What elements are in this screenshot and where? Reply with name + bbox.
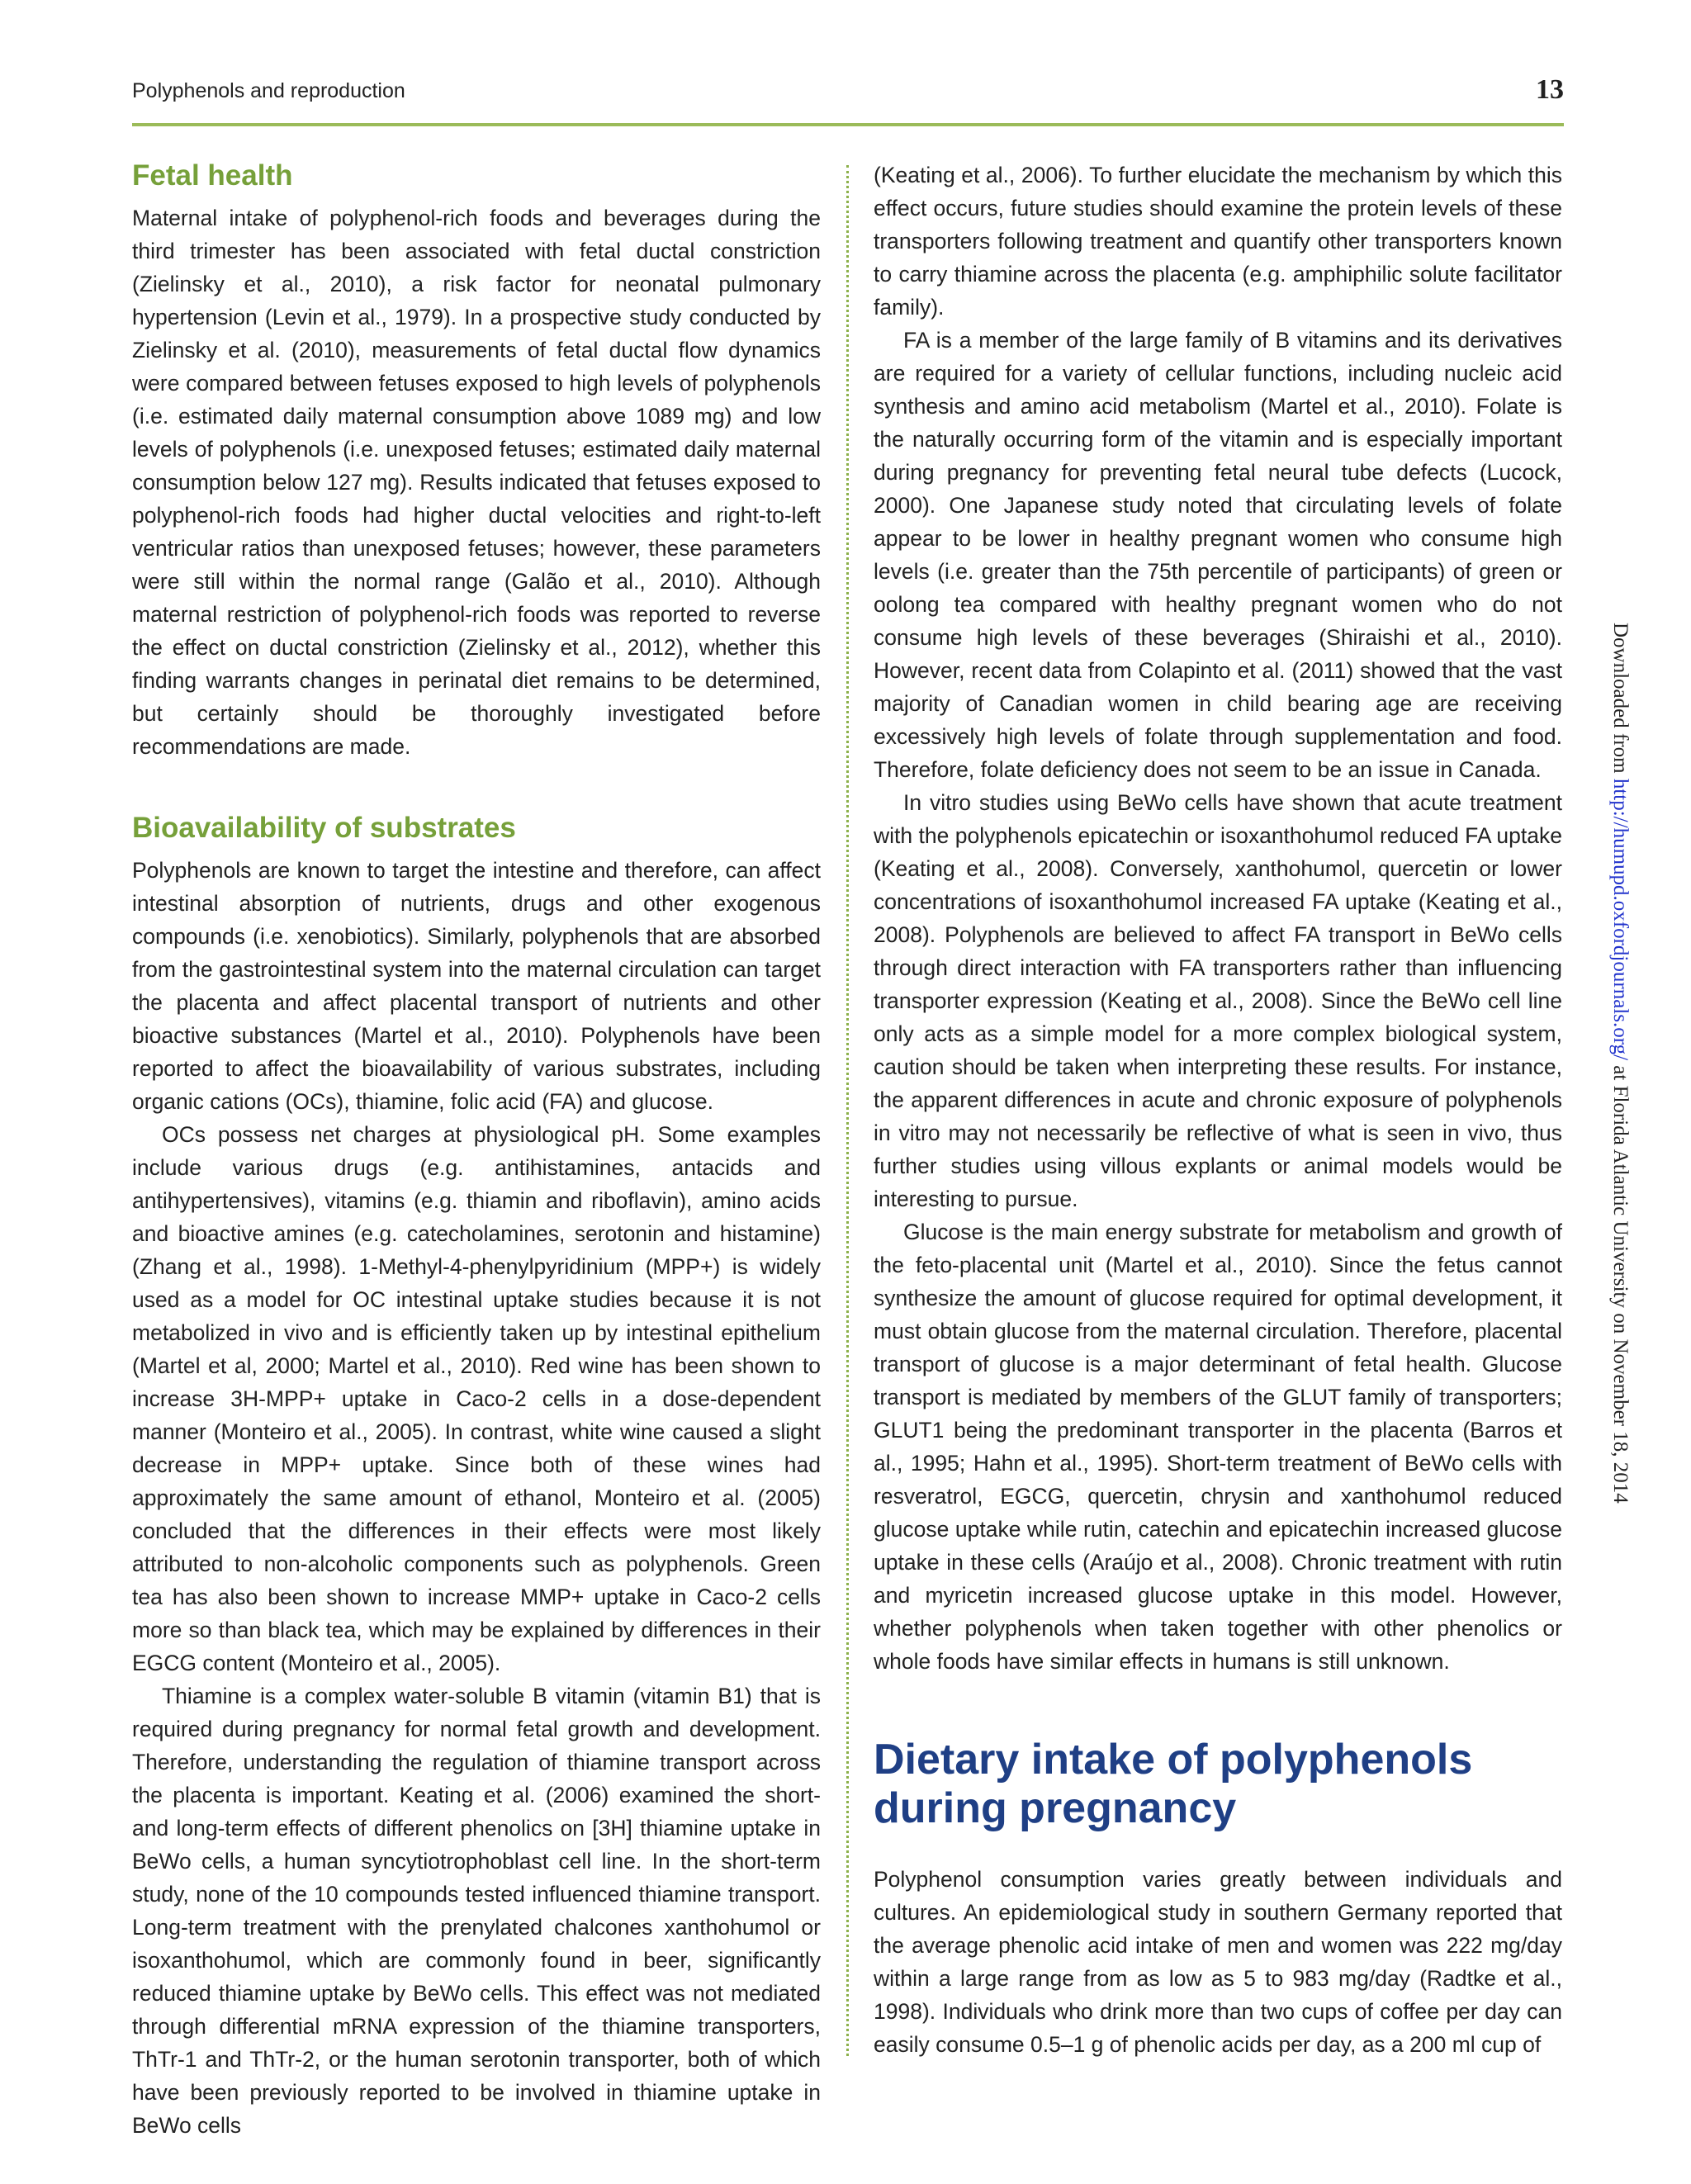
left-column (132, 159, 821, 2142)
section-heading-fetal-health: Fetal health (132, 159, 293, 192)
dietary-intake-paragraph: Polyphenol consumption varies greatly between individuals and cultures. An epidemiological study in southern Germany reported that the average phenolic acid intake of men and women was 222 mg/day within a large range from as low as 5 to 983 mg/day (Radtke et al., 1998). Individuals who drink more than two cups of coffee per day can easily consume 0.5–1 g of phenolic acids per day, as a 200 ml cup of (874, 1866, 1562, 2057)
right-column (874, 159, 1562, 2061)
running-title: Polyphenols and reproduction (132, 79, 405, 102)
column-divider (846, 165, 849, 2056)
bioavailability-paragraph-1: Polyphenols are known to target the intestine and therefore, can affect intestinal absorption of nutrients, drugs and other exogenous compounds (i.e. xenobiotics). Similarly, polyphenols that are absorbed from the gastrointestinal system into the maternal circulation can target the placenta and affect placental transport of nutrients and other bioactive substances (Martel et al., 2010). Polyphenols have been reported to affect the bioavailability of various substrates, including organic cations (OCs), thiamine, folic acid (FA) and glucose. (132, 858, 821, 1114)
fetal-health-paragraph: Maternal intake of polyphenol-rich foods and beverages during the third trimester has been associated with fetal ductal constriction (Zielinsky et al., 2010), a risk factor for neonatal pulmonary hypertension (Levin et al., 1979). In a prospective study conducted by Zielinsky et al. (2010), measurements of fetal ductal flow dynamics were compared between fetuses exposed to high levels of polyphenols (i.e. estimated daily maternal consumption above 1089 mg) and low levels of polyphenols (i.e. unexposed fetuses; estimated daily maternal consumption below 127 mg). Results indicated that fetuses exposed to polyphenol-rich foods had higher ductal velocities and right-to-left ventricular ratios than unexposed fetuses; however, these parameters were still within the normal range (Galão et al., 2010). Although maternal restriction of polyphenol-rich foods was reported to reverse the effect on ductal constriction (Zielinsky et al., 2012), whether this finding warrants changes in perinatal diet remains to be determined, but certainly should be thoroughly investigated before recommendations are made. (132, 206, 821, 759)
in-vitro-paragraph: In vitro studies using BeWo cells have shown that acute treatment with the polyphenols epicatechin or isoxanthohumol reduced FA uptake (Keating et al., 2008). Conversely, xanthohumol, quercetin or lower concentrations of isoxanthohumol increased FA uptake (Keating et al., 2008). Polyphenols are believed to affect FA transport in BeWo cells through direct interaction with FA transporters rather than influencing transporter expression (Keating et al., 2008). Since the BeWo cell line only acts as a simple model for a more complex biological system, caution should be taken when interpreting these results. For instance, the apparent differences in acute and chronic exposure of polyphenols in vitro may not necessarily be reflective of what is seen in vivo, thus further studies using villous explants or animal models would be interesting to pursue. (874, 790, 1562, 1211)
bioavailability-paragraph-2: OCs possess net charges at physiological pH. Some examples include various drugs (e.g. antihistamines, antacids and antihypertensives), vitamins (e.g. thiamin and riboflavin), amino acids and bioactive amines (e.g. catecholamines, serotonin and histamine) (Zhang et al., 1998). 1-Methyl-4-phenylpyridinium (MPP+) is widely used as a model for OC intestinal uptake studies because it is not metabolized in vivo and is efficiently taken up by intestinal epithelium (Martel et al, 2000; Martel et al., 2010). Red wine has been shown to increase 3H-MPP+ uptake in Caco-2 cells in a dose-dependent manner (Monteiro et al., 2005). In contrast, white wine caused a slight decrease in MPP+ uptake. Since both of these wines had approximately the same amount of ethanol, Monteiro et al. (2005) concluded that the differences in their effects were most likely attributed to non-alcoholic components such as polyphenols. Green tea has also been shown to increase MMP+ uptake in Caco-2 cells more so than black tea, which may be explained by differences in their EGCG content (Monteiro et al., 2005). (132, 1122, 821, 1675)
section-heading-bioavailability: Bioavailability of substrates (132, 812, 516, 844)
download-suffix: at Florida Atlantic University on November 18, 2014 (1609, 1060, 1632, 1504)
journal-link[interactable]: http://humupd.oxfordjournals.org/ (1609, 778, 1632, 1061)
download-prefix: Downloaded from (1609, 623, 1632, 779)
glucose-paragraph: Glucose is the main energy substrate for metabolism and growth of the feto-placental unit (Martel et al., 2010). Since the fetus cannot synthesize the amount of glucose required for optimal development, it must obtain glucose from the maternal circulation. Therefore, placental transport of glucose is a major determinant of fetal health. Glucose transport is mediated by members of the GLUT family of transporters; GLUT1 being the predominant transporter in the placenta (Barros et al., 1995; Hahn et al., 1995). Short-term treatment of BeWo cells with resveratrol, EGCG, quercetin, chrysin and xanthohumol reduced glucose uptake while rutin, catechin and epicatechin increased glucose uptake in these cells (Araújo et al., 2008). Chronic treatment with rutin and myricetin increased glucose uptake in this model. However, whether polyphenols when taken together with other phenolics or whole foods have similar effects in humans is still unknown. (874, 1220, 1562, 1674)
page-number: 13 (1536, 74, 1564, 105)
bioavailability-paragraph-3: Thiamine is a complex water-soluble B vitamin (vitamin B1) that is required during pregnancy for normal fetal growth and development. Therefore, understanding the regulation of thiamine transport across the placenta is important. Keating et al. (2006) examined the short- and long-term effects of different phenolics on [3H] thiamine uptake in BeWo cells, a human syncytiotrophoblast cell line. In the short-term study, none of the 10 compounds tested influenced thiamine transport. Long-term treatment with the prenylated chalcones xanthohumol or isoxanthohumol, which are commonly found in beer, significantly reduced thiamine uptake by BeWo cells. This effect was not mediated through differential mRNA expression of the thiamine transporters, ThTr-1 and ThTr-2, or the human serotonin transporter, both of which have been previously reported to be involved in thiamine uptake in BeWo cells (132, 1684, 821, 2138)
folic-acid-paragraph: FA is a member of the large family of B vitamins and its derivatives are required for a variety of cellular functions, including nucleic acid synthesis and amino acid metabolism (Martel et al., 2010). Folate is the naturally occurring form of the vitamin and is especially important during pregnancy for preventing fetal neural tube defects (Lucock, 2000). One Japanese study noted that circulating levels of folate appear to be lower in healthy pregnant women who consume high levels (i.e. greater than the 75th percentile of participants) of green or oolong tea compared with healthy pregnant women who do not consume high levels of these beverages (Shiraishi et al., 2010). However, recent data from Colapinto et al. (2011) showed that the vast majority of Canadian women in child bearing age are receiving excessively high levels of folate through supplementation and food. Therefore, folate deficiency does not seem to be an issue in Canada. (874, 328, 1562, 782)
thiamine-continuation-paragraph: (Keating et al., 2006). To further elucidate the mechanism by which this effect occurs, future studies should examine the protein levels of these transporters following treatment and quantify other transporters known to carry thiamine across the placenta (e.g. amphiphilic solute facilitator family). (874, 163, 1562, 320)
download-watermark (1608, 623, 1632, 1713)
header-rule (132, 123, 1564, 126)
section-heading-dietary-intake: Dietary intake of polyphenols during pregnancy (874, 1736, 1473, 1832)
